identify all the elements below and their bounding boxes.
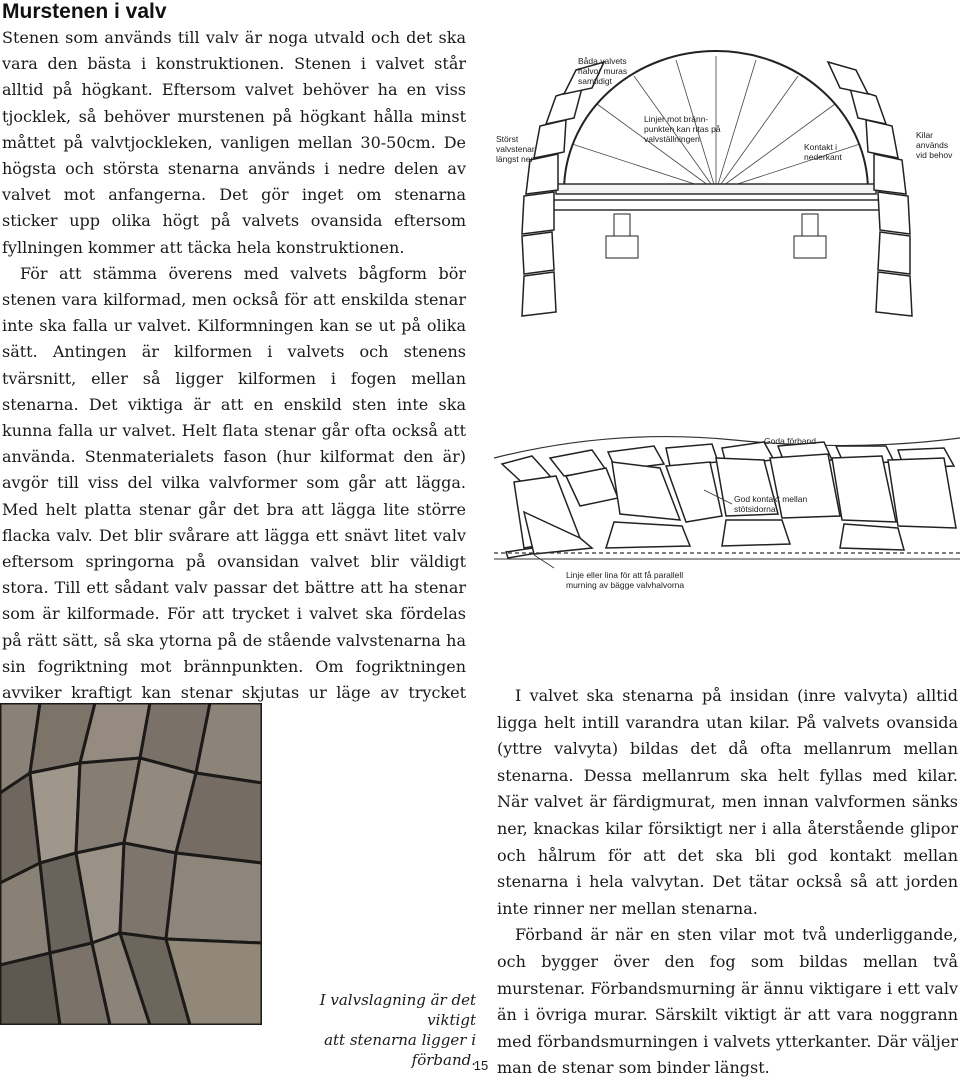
vault-cross-section-diagram — [494, 36, 960, 336]
left-paragraph-1: Stenen som används till valv är noga utvald och det ska vara den bästa i konstruktionen. Stenen i valvet står alltid på högkant. Eftersom valvet behöver ha en viss tjocklek, så behöver murstenen på högkant hålla minst måttet på valvtjockleken, vanligen mellan 30-50cm. De högsta och största stenarna används i nedre delen av valvet mot anfangerna. Det gör inget om stenarna sticker upp olika högt på valvets ovansida eftersom fyllningen kommer att täcka hela konstruktionen. — [2, 28, 466, 257]
stone-bond-diagram — [494, 418, 960, 640]
label-good-bond: Goda förband — [764, 436, 816, 446]
left-text-column — [2, 25, 466, 732]
label-good-contact-2: stötsidorna — [734, 504, 776, 514]
label-largest-stones-2: valvstenar — [496, 144, 535, 154]
label-wedges-3: vid behov — [916, 150, 953, 160]
section-heading: Murstenen i valv — [2, 0, 167, 23]
label-line-1: Linje eller lina för att få parallell — [566, 570, 684, 580]
label-focal-lines-3: valvställningen — [644, 134, 700, 144]
left-paragraph-2: För att stämma överens med valvets bågform bör stenen vara kilformad, men också för att enskilda stenar inte ska falla ur valvet. Kilformningen kan se ut på olika sätt. Antingen är kilformen i valvets och stenens tvärsnitt, eller så ligger kilformen i fogen mellan stenarna. Det viktiga är att en enskild sten inte ska kunna falla ur valvet. Helt flata stenar går ofta också att använda. Stenmaterialets fason (hur kilformat den är) avgör till viss del vilka valvformer som går att lägga. Med helt platta stenar går det bra att lägga lite större flacka valv. Det blir svårare att lägga ett snävt litet valv eftersom springorna på ovansidan valvet blir väldigt stora. Till ett sådant valv passar det bättre att ha stenar som är kilformade. För att trycket i valvet ska fördelas på rätt sätt, så ska ytorna på de stående valvstenarna ha sin fogriktning mot brännpunkten. Om fogriktningen avviker kraftigt kan stenar skjutas ur läge av trycket — [2, 263, 466, 703]
label-largest-stones-1: Störst — [496, 134, 519, 144]
label-wedges-1: Kilar — [916, 130, 934, 140]
label-both-halves-3: samtidigt — [578, 76, 613, 86]
label-focal-lines-2: punkten kan ritas på — [644, 124, 721, 134]
photo-caption-line-2: att stenarna ligger i förband. — [324, 1031, 476, 1069]
photo-caption — [268, 990, 476, 1070]
right-paragraph-1: I valvet ska stenarna på insidan (inre valvyta) alltid ligga helt intill varandra utan kilar. På valvets ovansida (yttre valvyta) bildas det då ofta mellanrum mellan stenarna. Dessa mellanrum ska helt fyllas med kilar. När valvet är färdigmurat, men innan valvformen sänks ner, knackas kilar försiktigt ner i alla återstående glipor och hålrum för att det ska bli god kontakt mellan stenarna i hela valvytan. Det tätar också så att jorden inte rinner ner mellan stenarna. — [497, 686, 958, 918]
vault-stone-photo — [0, 703, 262, 1025]
label-contact-2: nederkant — [804, 152, 842, 162]
label-contact-1: Kontakt i — [804, 142, 838, 152]
label-both-halves-2: halvor muras — [578, 66, 628, 76]
photo-caption-line-1: I valvslagning är det viktigt — [319, 991, 476, 1029]
right-paragraph-2: Förband är när en sten vilar mot två underliggande, och bygger över den fog som bildas mellan två murstenar. Förbandsmurning är ännu viktigare i ett valv än i övriga murar. Särskilt viktigt är att vara noggrann med förbandsmurningen i valvets ytterkanter. Där väljer man de stenar som binder längst. — [497, 925, 958, 1078]
label-good-contact-1: God kontakt mellan — [734, 494, 808, 504]
label-line-2: murning av bägge valvhalvorna — [566, 580, 685, 590]
label-focal-lines-1: Linjer mot bränn- — [644, 114, 709, 124]
label-both-halves-1: Båda valvets — [578, 56, 627, 66]
page-number: 15 — [473, 1058, 489, 1073]
label-largest-stones-3: längst ner — [496, 154, 534, 164]
label-wedges-2: används — [916, 140, 949, 150]
right-text-column — [497, 683, 958, 1082]
